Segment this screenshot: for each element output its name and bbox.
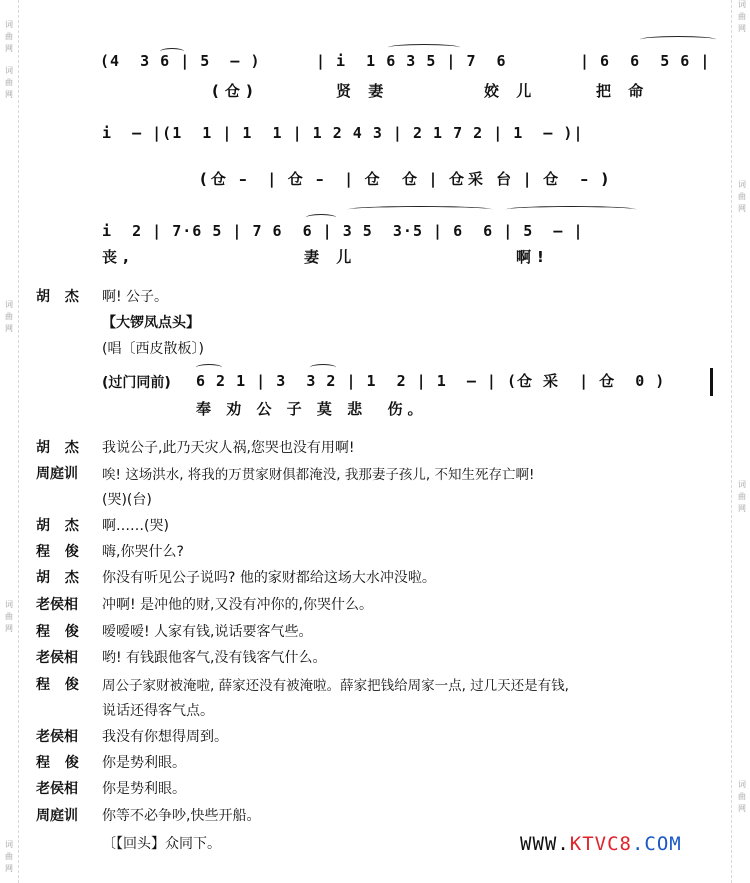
- lyric-row-1: (仓): [212, 82, 259, 100]
- notation-row-3: i 2 | 7·6 5 | 7 6 6 | 3 5 3·5 | 6 6 | 5 – |: [102, 222, 584, 240]
- line-text: 嗳嗳嗳! 人家有钱,说话要客气些。: [102, 624, 313, 640]
- line-text: 你是势利眼。: [102, 781, 186, 797]
- lyric-row-3: 丧,: [102, 248, 135, 266]
- watermark-char: 曲: [738, 492, 746, 501]
- lyric-row-4: 奉 劝 公 子 莫 悲 伤。: [196, 400, 428, 418]
- watermark-char: 词: [5, 20, 13, 29]
- lyric-row-1: 把 命: [596, 82, 650, 100]
- notation-row-4: 6 2 1 | 3 3 2 | 1 2 | 1 – | (仓 采 | 仓 0 ): [196, 372, 666, 390]
- watermark-char: 网: [5, 864, 13, 873]
- line-text: 嗨,你哭什么?: [102, 544, 184, 560]
- speaker-name: 老侯相: [36, 729, 78, 745]
- speaker-name: 胡 杰: [36, 518, 84, 534]
- line-text: 我没有你想得周到。: [102, 729, 228, 745]
- slur-mark: [640, 36, 716, 43]
- watermark-char: 网: [738, 24, 746, 33]
- lyric-row-3: 妻 儿: [304, 248, 358, 266]
- watermark-char: 曲: [738, 792, 746, 801]
- speaker-name: 周庭训: [36, 466, 78, 482]
- line-text: 啊! 公子。: [102, 289, 169, 305]
- watermark-char: 网: [5, 44, 13, 53]
- line-text: 你等不必争吵,快些开船。: [102, 808, 261, 824]
- tune-name: 【大锣凤点头】: [102, 315, 200, 331]
- watermark-char: 曲: [738, 192, 746, 201]
- watermark-char: 词: [5, 66, 13, 75]
- line-text: 冲啊! 是冲他的财,又没有冲你的,你哭什么。: [102, 597, 373, 613]
- notation-row-1a: (4 3 6 | 5 – ): [100, 52, 261, 70]
- lyric-row-1: 贤 妻: [336, 82, 390, 100]
- watermark-char: 曲: [738, 12, 746, 21]
- slur-mark: [388, 44, 460, 51]
- watermark-char: 词: [738, 0, 746, 9]
- watermark-char: 曲: [5, 852, 13, 861]
- lyric-row-1: 姣 儿: [484, 82, 538, 100]
- site-watermark: [520, 833, 682, 855]
- score-prefix: (过门同前): [102, 375, 171, 391]
- aria-mode: [102, 338, 204, 358]
- speaker-name: 周庭训: [36, 808, 78, 824]
- line-continuation: 说话还得客气点。: [102, 703, 214, 719]
- speaker-name: 程 俊: [36, 755, 84, 771]
- slur-mark: [348, 206, 492, 213]
- watermark-char: 曲: [5, 612, 13, 621]
- exit-stage-direction: 〔【回头】众同下。: [102, 836, 221, 852]
- watermark-char: 词: [5, 600, 13, 609]
- speaker-name: 程 俊: [36, 677, 84, 693]
- lyric-row-3: 啊!: [516, 248, 550, 266]
- watermark-char: 网: [738, 504, 746, 513]
- slur-mark: [506, 206, 636, 213]
- line-text: 我说公子,此乃天灾人祸,您哭也没有用啊!: [102, 440, 355, 456]
- line-text: 你是势利眼。: [102, 755, 186, 771]
- watermark-char: 网: [738, 804, 746, 813]
- right-watermark-strip: [731, 0, 750, 883]
- watermark-char: 词: [738, 780, 746, 789]
- speaker-name: 老侯相: [36, 597, 78, 613]
- speaker-name: 胡 杰: [36, 289, 84, 305]
- notation-row-1b: | i 1 6 3 5 | 7 6: [316, 52, 507, 70]
- watermark-char: 网: [5, 624, 13, 633]
- lyric-row-2: (仓 – | 仓 – | 仓 仓 | 仓采 台 | 仓 – ): [200, 170, 613, 188]
- line-text: 你没有听见公子说吗? 他的家财都给这场大水冲没啦。: [102, 570, 436, 586]
- speaker-name: 胡 杰: [36, 440, 84, 456]
- brand-part: .COM: [631, 833, 682, 855]
- watermark-char: 词: [738, 180, 746, 189]
- watermark-char: 曲: [5, 32, 13, 41]
- line-text: 啊……(哭): [102, 518, 169, 534]
- line-text: 唉! 这场洪水, 将我的万贯家财俱都淹没, 我那妻子孩儿, 不知生死存亡啊!: [102, 467, 535, 483]
- notation-row-1c: | 6 6 5 6 |: [580, 52, 711, 70]
- end-barline: [710, 368, 713, 396]
- watermark-char: 网: [5, 324, 13, 333]
- aria-mode-open: (: [102, 341, 108, 357]
- speaker-name: 老侯相: [36, 650, 78, 666]
- line-text: 周公子家财被淹啦, 薛家还没有被淹啦。薛家把钱给周家一点, 过几天还是有钱,: [102, 678, 569, 694]
- watermark-char: 词: [5, 300, 13, 309]
- notation-row-2: i – |(1 1 | 1 1 | 1 2 4 3 | 2 1 7 2 | 1 – )|: [102, 124, 584, 142]
- speaker-name: 老侯相: [36, 781, 78, 797]
- stage-direction: (哭)(台): [102, 492, 152, 508]
- brand-part: KTVC8: [569, 833, 632, 855]
- watermark-char: 网: [5, 90, 13, 99]
- watermark-char: 网: [738, 204, 746, 213]
- speaker-name: 程 俊: [36, 624, 84, 640]
- watermark-char: 曲: [5, 312, 13, 321]
- line-text: 哟! 有钱跟他客气,没有钱客气什么。: [102, 650, 327, 666]
- watermark-char: 词: [738, 480, 746, 489]
- brand-part: WWW.: [520, 833, 570, 855]
- left-watermark-strip: [0, 0, 19, 883]
- slur-mark: [306, 214, 336, 221]
- aria-mode-text: 唱〔西皮散板〕): [107, 341, 204, 357]
- watermark-char: 词: [5, 840, 13, 849]
- watermark-char: 曲: [5, 78, 13, 87]
- speaker-name: 程 俊: [36, 544, 84, 560]
- speaker-name: 胡 杰: [36, 570, 84, 586]
